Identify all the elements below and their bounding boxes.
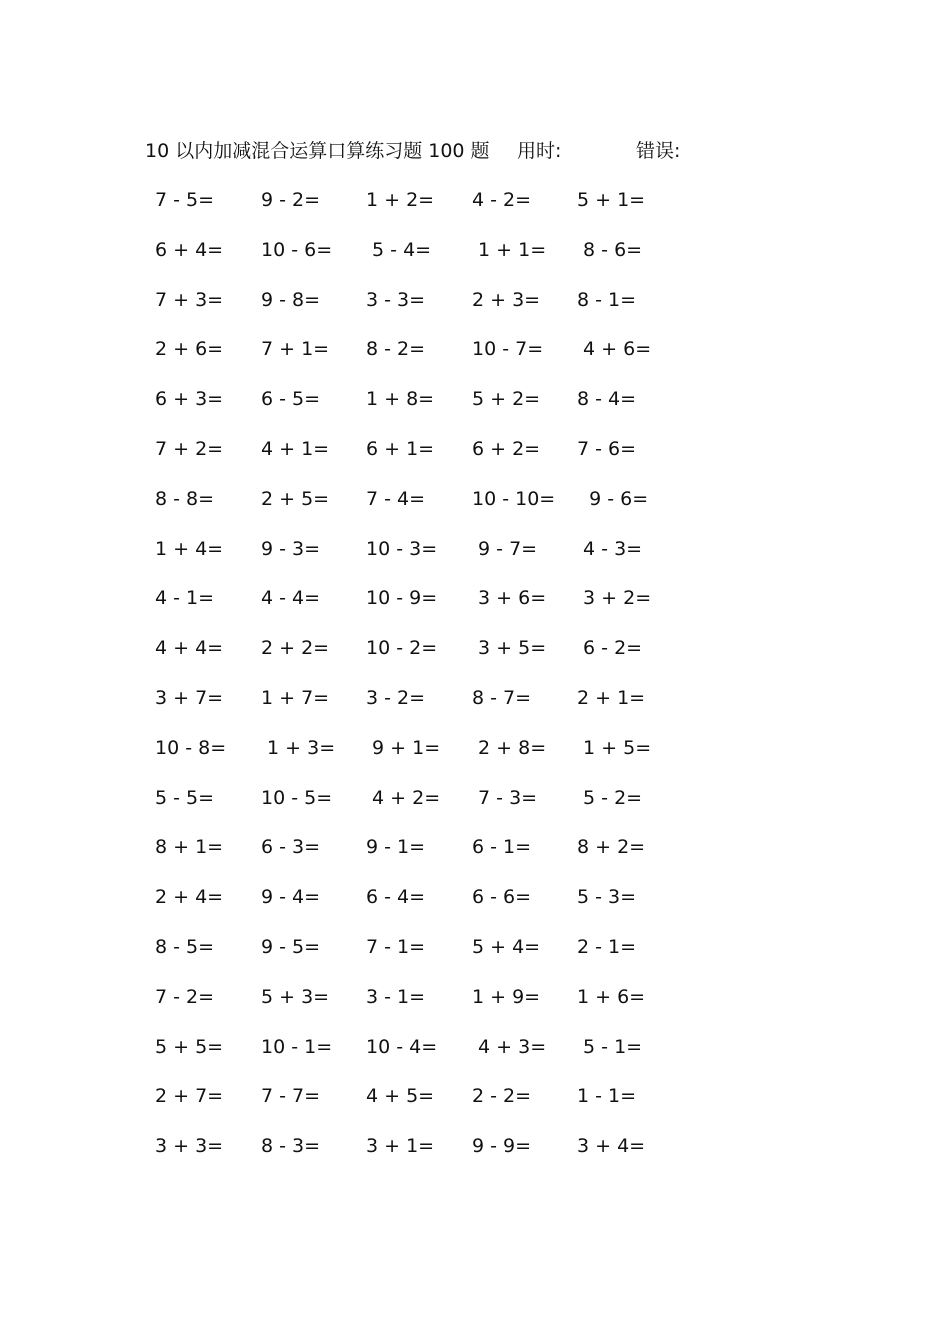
math-problem: 5 - 5= xyxy=(155,786,215,809)
math-problem: 9 - 4= xyxy=(261,886,321,909)
math-problem: 2 + 4= xyxy=(155,886,224,909)
math-problem: 1 + 5= xyxy=(577,736,652,759)
math-problem: 5 - 1= xyxy=(577,1035,643,1058)
math-problem: 1 + 2= xyxy=(366,189,435,211)
worksheet-title: 10 以内加减混合运算口算练习题 100 题 xyxy=(145,140,490,162)
problem-row xyxy=(130,286,690,336)
math-problem: 3 + 4= xyxy=(577,1135,646,1158)
problem-row xyxy=(130,335,690,385)
math-problem: 8 - 7= xyxy=(472,686,532,709)
problem-row xyxy=(130,435,690,485)
time-used-label: 用时: xyxy=(517,140,562,162)
math-problem: 6 - 5= xyxy=(261,388,321,411)
math-problem: 5 + 5= xyxy=(155,1035,224,1058)
math-problem: 3 - 1= xyxy=(366,985,426,1008)
problem-row xyxy=(130,1033,690,1083)
math-problem: 5 - 4= xyxy=(366,238,432,261)
math-problem: 2 + 6= xyxy=(155,338,224,361)
problem-row xyxy=(130,883,690,933)
math-problem: 2 + 8= xyxy=(472,736,547,759)
math-problem: 4 - 3= xyxy=(577,537,643,560)
math-problem: 2 + 3= xyxy=(472,288,541,311)
errors-label: 错误: xyxy=(636,140,681,162)
math-problem: 6 + 2= xyxy=(472,437,541,460)
math-problem: 3 - 3= xyxy=(366,288,426,311)
problem-row xyxy=(130,734,690,784)
math-problem: 2 + 5= xyxy=(261,487,330,510)
math-problem: 3 - 2= xyxy=(366,686,426,709)
problem-row xyxy=(130,933,690,983)
problem-row xyxy=(130,784,690,834)
problem-row xyxy=(130,684,690,734)
problem-row xyxy=(130,1132,690,1182)
math-problem: 1 + 9= xyxy=(472,985,541,1008)
math-problem: 9 - 5= xyxy=(261,935,321,958)
math-problem: 2 + 1= xyxy=(577,686,646,709)
math-problem: 10 - 7= xyxy=(472,338,544,361)
math-problem: 7 + 2= xyxy=(155,437,224,460)
math-problem: 7 - 5= xyxy=(155,189,215,211)
math-problem: 10 - 2= xyxy=(366,637,438,660)
problem-row xyxy=(130,385,690,435)
math-problem: 8 - 2= xyxy=(366,338,426,361)
math-problem: 9 - 6= xyxy=(577,487,649,510)
math-problem: 6 - 3= xyxy=(261,836,321,859)
math-problem: 10 - 6= xyxy=(261,238,333,261)
problem-row xyxy=(130,584,690,634)
math-problem: 8 - 6= xyxy=(577,238,643,261)
math-problem: 1 + 6= xyxy=(577,985,646,1008)
math-problem: 2 + 2= xyxy=(261,637,330,660)
math-problem: 7 - 1= xyxy=(366,935,426,958)
math-problem: 6 + 1= xyxy=(366,437,435,460)
math-problem: 5 + 3= xyxy=(261,985,330,1008)
math-problem: 7 + 3= xyxy=(155,288,224,311)
math-problem: 4 - 1= xyxy=(155,587,215,610)
math-problem: 9 - 9= xyxy=(472,1135,532,1158)
problem-row xyxy=(130,186,690,236)
math-problem: 1 - 1= xyxy=(577,1085,637,1108)
problem-row xyxy=(130,485,690,535)
math-problem: 9 + 1= xyxy=(366,736,441,759)
math-problem: 1 + 3= xyxy=(261,736,336,759)
math-problem: 2 + 7= xyxy=(155,1085,224,1108)
math-problem: 4 + 4= xyxy=(155,637,224,660)
math-problem: 1 + 4= xyxy=(155,537,224,560)
problem-row xyxy=(130,535,690,585)
math-problem: 9 - 8= xyxy=(261,288,321,311)
math-problem: 8 - 4= xyxy=(577,388,637,411)
problem-row xyxy=(130,983,690,1033)
math-problem: 6 + 4= xyxy=(155,238,224,261)
math-problem: 3 + 7= xyxy=(155,686,224,709)
math-problem: 10 - 5= xyxy=(261,786,333,809)
math-problem: 10 - 10= xyxy=(472,487,556,510)
math-problem: 4 + 3= xyxy=(472,1035,547,1058)
math-problem: 8 - 5= xyxy=(155,935,215,958)
problem-row xyxy=(130,634,690,684)
math-problem: 1 + 7= xyxy=(261,686,330,709)
math-problem: 4 + 6= xyxy=(577,338,652,361)
problem-grid xyxy=(130,186,690,1182)
math-problem: 6 + 3= xyxy=(155,388,224,411)
math-problem: 5 + 4= xyxy=(472,935,541,958)
math-problem: 8 + 1= xyxy=(155,836,224,859)
math-problem: 6 - 2= xyxy=(577,637,643,660)
math-problem: 6 - 6= xyxy=(472,886,532,909)
problem-row xyxy=(130,236,690,286)
math-problem: 9 - 2= xyxy=(261,189,321,211)
math-problem: 5 - 3= xyxy=(577,886,637,909)
math-problem: 8 - 1= xyxy=(577,288,637,311)
math-problem: 4 + 2= xyxy=(366,786,441,809)
math-problem: 9 - 3= xyxy=(261,537,321,560)
math-problem: 3 + 3= xyxy=(155,1135,224,1158)
math-problem: 4 - 2= xyxy=(472,189,532,211)
math-problem: 7 - 3= xyxy=(472,786,538,809)
math-problem: 10 - 4= xyxy=(366,1035,438,1058)
math-problem: 1 + 8= xyxy=(366,388,435,411)
math-problem: 7 - 4= xyxy=(366,487,426,510)
math-problem: 7 - 2= xyxy=(155,985,215,1008)
math-problem: 8 - 3= xyxy=(261,1135,321,1158)
math-problem: 4 + 1= xyxy=(261,437,330,460)
math-problem: 5 + 1= xyxy=(577,189,646,211)
math-problem: 2 - 2= xyxy=(472,1085,532,1108)
math-problem: 10 - 1= xyxy=(261,1035,333,1058)
math-problem: 6 - 1= xyxy=(472,836,532,859)
math-problem: 10 - 9= xyxy=(366,587,438,610)
math-problem: 6 - 4= xyxy=(366,886,426,909)
math-problem: 7 + 1= xyxy=(261,338,330,361)
math-problem: 7 - 7= xyxy=(261,1085,321,1108)
math-problem: 9 - 7= xyxy=(472,537,538,560)
math-problem: 5 - 2= xyxy=(577,786,643,809)
math-problem: 3 + 2= xyxy=(577,587,652,610)
math-problem: 10 - 3= xyxy=(366,537,438,560)
math-problem: 3 + 6= xyxy=(472,587,547,610)
math-problem: 10 - 8= xyxy=(155,736,227,759)
problem-row xyxy=(130,833,690,883)
math-problem: 1 + 1= xyxy=(472,238,547,261)
problem-row xyxy=(130,1082,690,1132)
math-problem: 5 + 2= xyxy=(472,388,541,411)
math-problem: 7 - 6= xyxy=(577,437,637,460)
math-problem: 9 - 1= xyxy=(366,836,426,859)
math-problem: 4 + 5= xyxy=(366,1085,435,1108)
math-problem: 3 + 1= xyxy=(366,1135,435,1158)
math-problem: 4 - 4= xyxy=(261,587,321,610)
math-problem: 3 + 5= xyxy=(472,637,547,660)
math-problem: 2 - 1= xyxy=(577,935,637,958)
math-problem: 8 - 8= xyxy=(155,487,215,510)
math-problem: 8 + 2= xyxy=(577,836,646,859)
